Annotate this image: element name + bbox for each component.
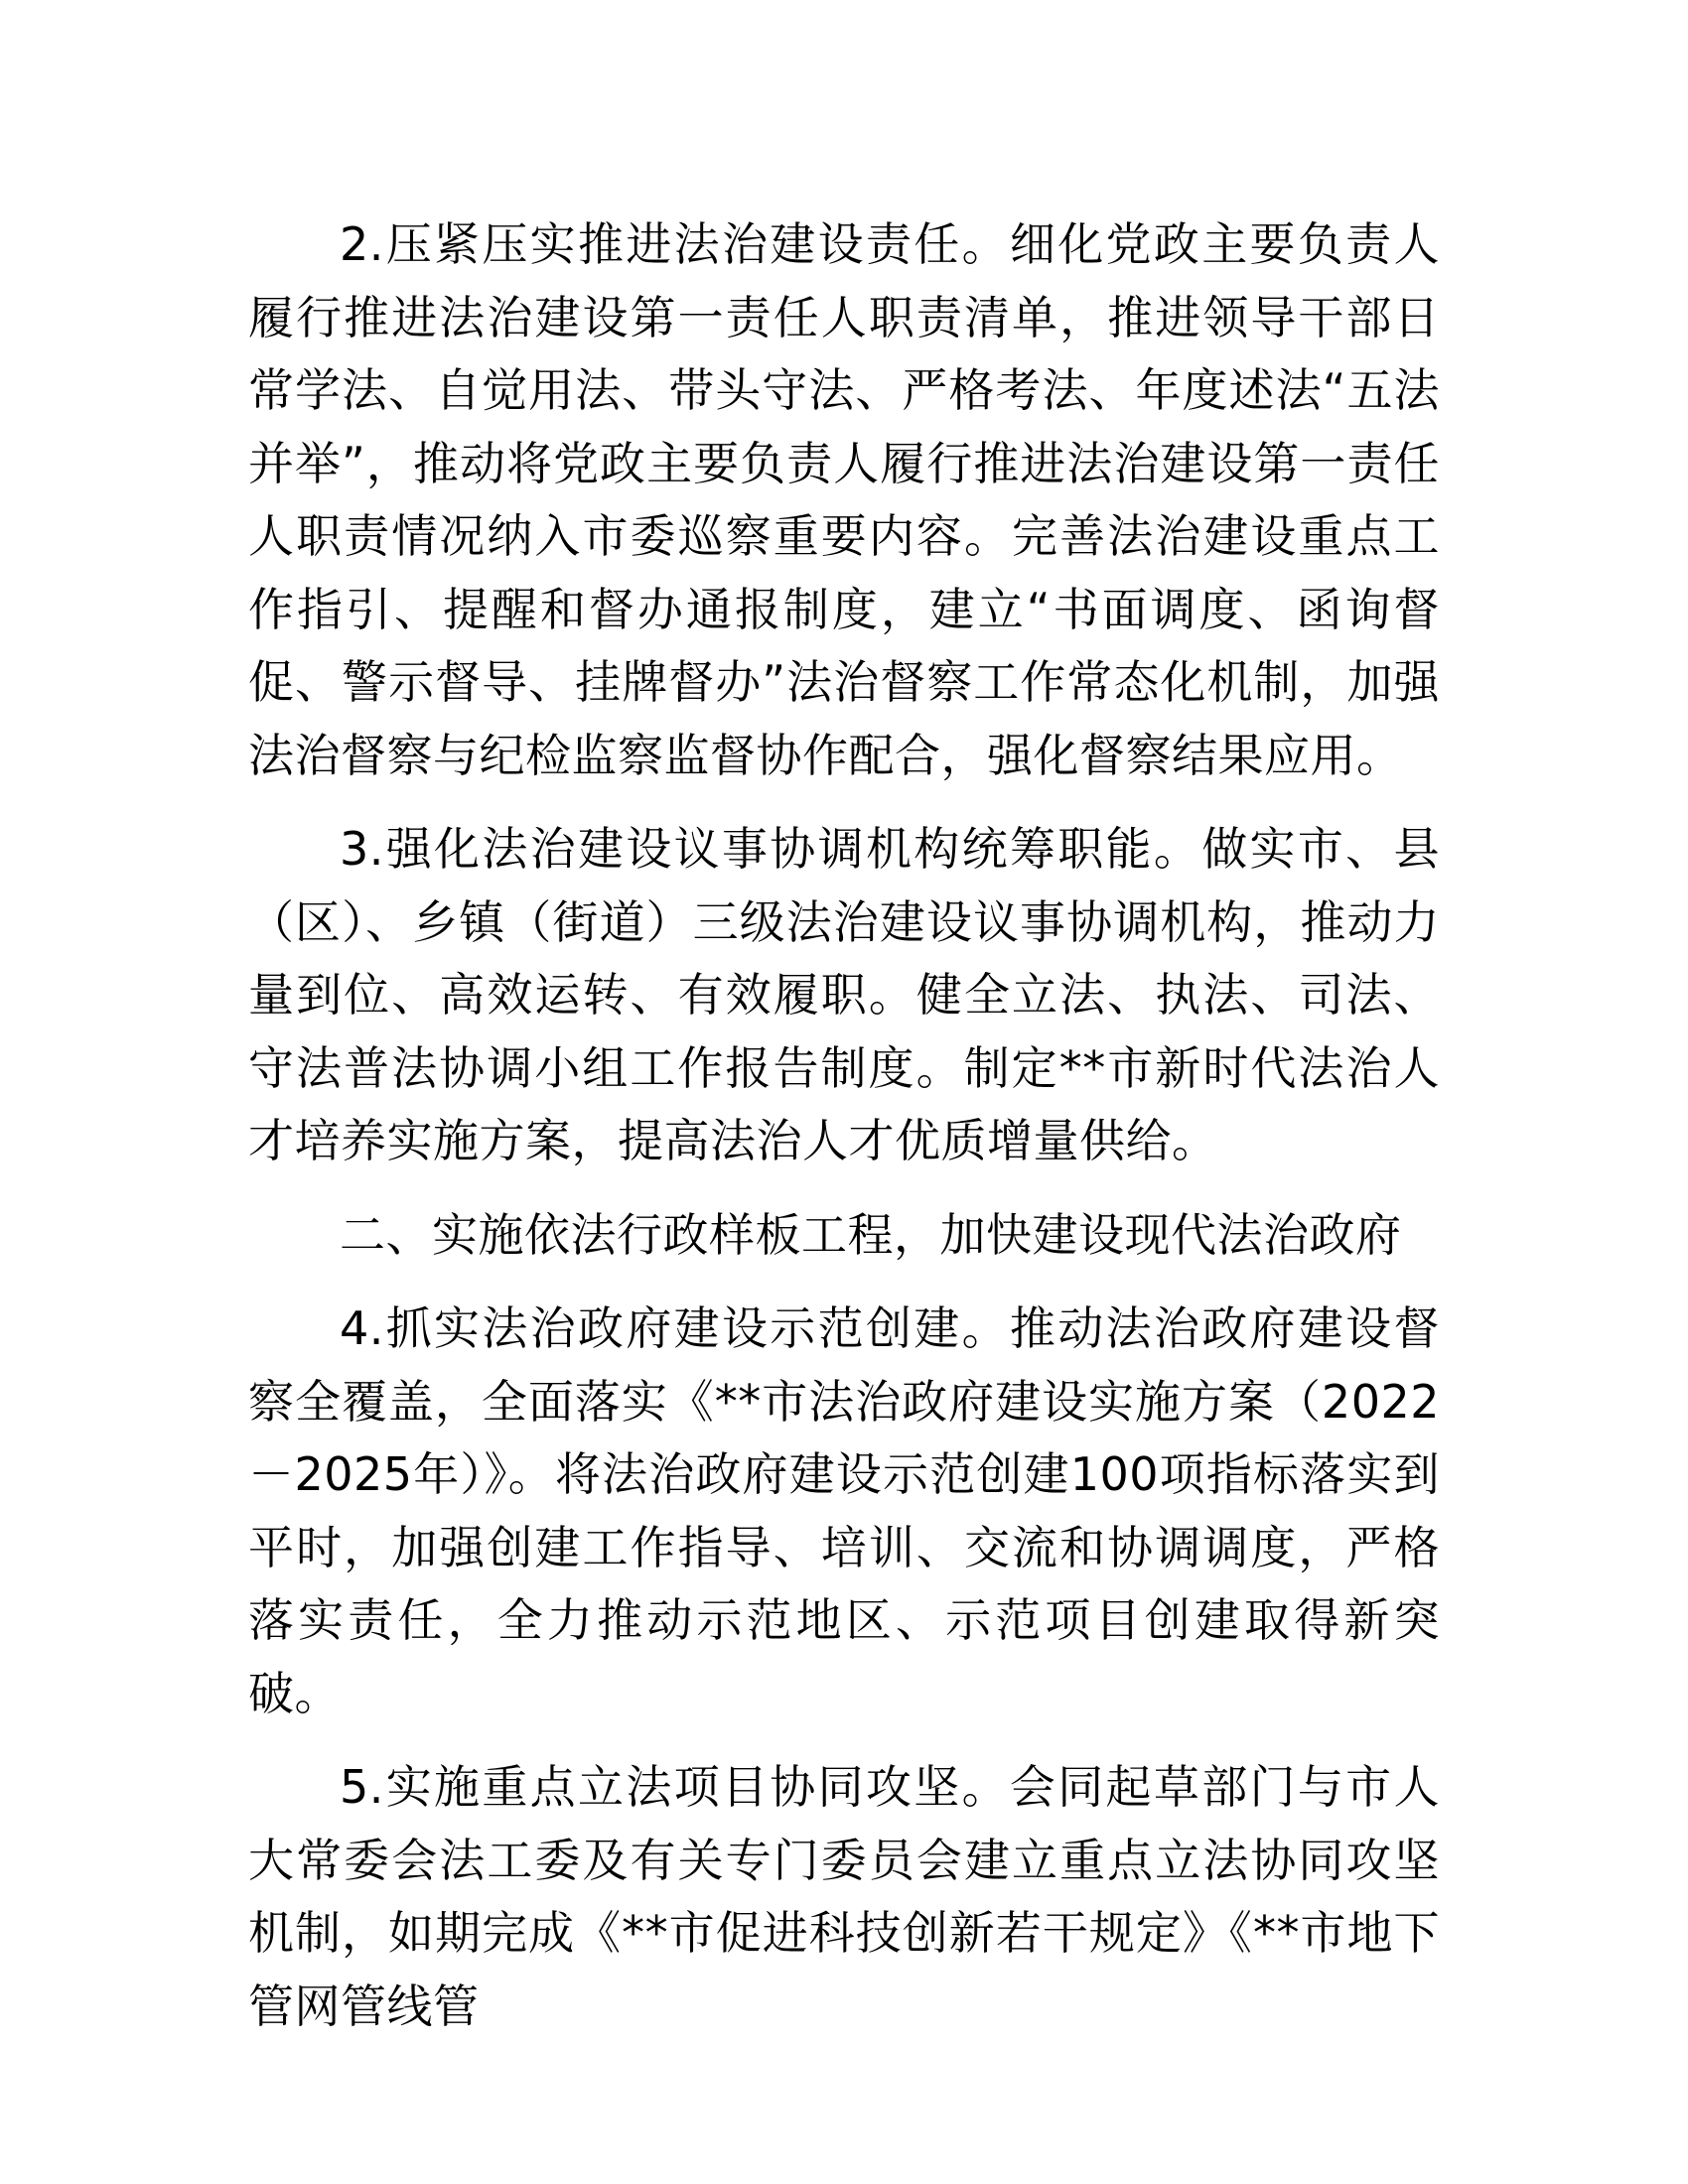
section-heading-2: 二、实施依法行政样板工程，加快建设现代法治政府 — [340, 1207, 1402, 1262]
paragraph-item-3: 3.强化法治建设议事协调机构统筹职能。做实市、县（区）、乡镇（街道）三级法治建设议事协调机构，推动力量到位、高效运转、有效履职。健全立法、执法、司法、守法普法协调小组工作报告制度。制定**市新时代法治人才培养实施方案，提高法治人才优质增量供给。 — [248, 822, 1440, 1167]
paragraph-item-2: 2.压紧压实推进法治建设责任。细化党政主要负责人履行推进法治建设第一责任人职责清单，推进领导干部日常学法、自觉用法、带头守法、严格考法、年度述法“五法并举”，推动将党政主要负责人履行推进法治建设第一责任人职责情况纳入市委巡察重要内容。完善法治建设重点工作指引、提醒和督办通报制度，建立“书面调度、函询督促、警示督导、挂牌督办”法治督察工作常态化机制，加强法治督察与纪检监察监督协作配合，强化督察结果应用。 — [248, 217, 1440, 782]
paragraph-item-4: 4.抓实法治政府建设示范创建。推动法治政府建设督察全覆盖，全面落实《**市法治政府建设实施方案（2022－2025年）》。将法治政府建设示范创建100项指标落实到平时，加强创建工作指导、培训、交流和协调调度，严格落实责任，全力推动示范地区、示范项目创建取得新突破。 — [248, 1301, 1440, 1720]
document-page — [248, 208, 1440, 2064]
paragraph-item-5: 5.实施重点立法项目协同攻坚。会同起草部门与市人大常委会法工委及有关专门委员会建立重点立法协同攻坚机制，如期完成《**市促进科技创新若干规定》《**市地下管网管线管 — [248, 1760, 1440, 2033]
